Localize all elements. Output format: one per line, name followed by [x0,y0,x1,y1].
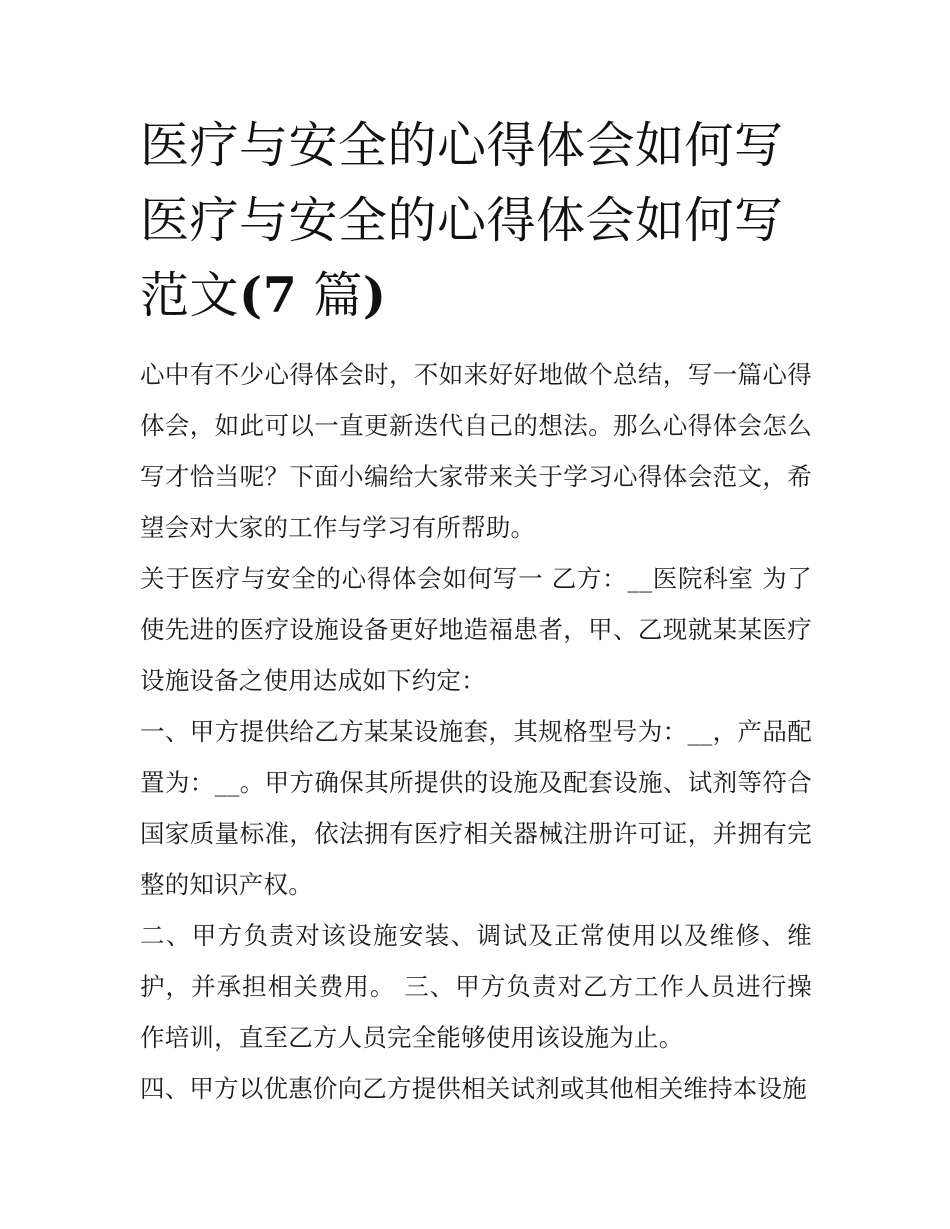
title-line-2: 医疗与安全的心得体会如何写 [140,192,784,249]
clause-one-paragraph: 一、甲方提供给乙方某某设施套，其规格型号为：__，产品配置为：__。甲方确保其所提供的设施及配套设施、试剂等符合国家质量标准，依法拥有医疗相关器械注册许可证，并拥有完整的知识产权。 [140,717,812,899]
document-body [140,349,812,1114]
title-line-1: 医疗与安全的心得体会如何写 [140,117,784,174]
title-count-close: ) [362,266,387,324]
title-count-unit: 篇 [297,267,363,324]
clause-two-three-paragraph: 二、甲方负责对该设施安装、调试及正常使用以及维修、维护，并承担相关费用。 三、甲方负责对乙方工作人员进行操作培训，直至乙方人员完全能够使用该设施为止。 [140,921,812,1052]
clause-four-paragraph: 四、甲方以优惠价向乙方提供相关试剂或其他相关维持本设施 [140,1074,807,1103]
intro-paragraph: 心中有不少心得体会时，不如来好好地做个总结，写一篇心得体会，如此可以一直更新迭代自己的想法。那么心得体会怎么写才恰当呢？下面小编给大家带来关于学习心得体会范文，希望会对大家的工作与学习有所帮助。 [140,360,812,542]
document-page [140,108,812,1114]
title-line-3 [140,258,812,333]
title-count-open: (7 [239,266,298,324]
document-title [140,108,812,333]
agreement-intro-paragraph: 关于医疗与安全的心得体会如何写一 乙方：__医院科室 为了使先进的医疗设施设备更好地造福患者，甲、乙现就某某医疗设施设备之使用达成如下约定： [140,564,812,695]
title-prefix: 范文 [140,267,240,324]
